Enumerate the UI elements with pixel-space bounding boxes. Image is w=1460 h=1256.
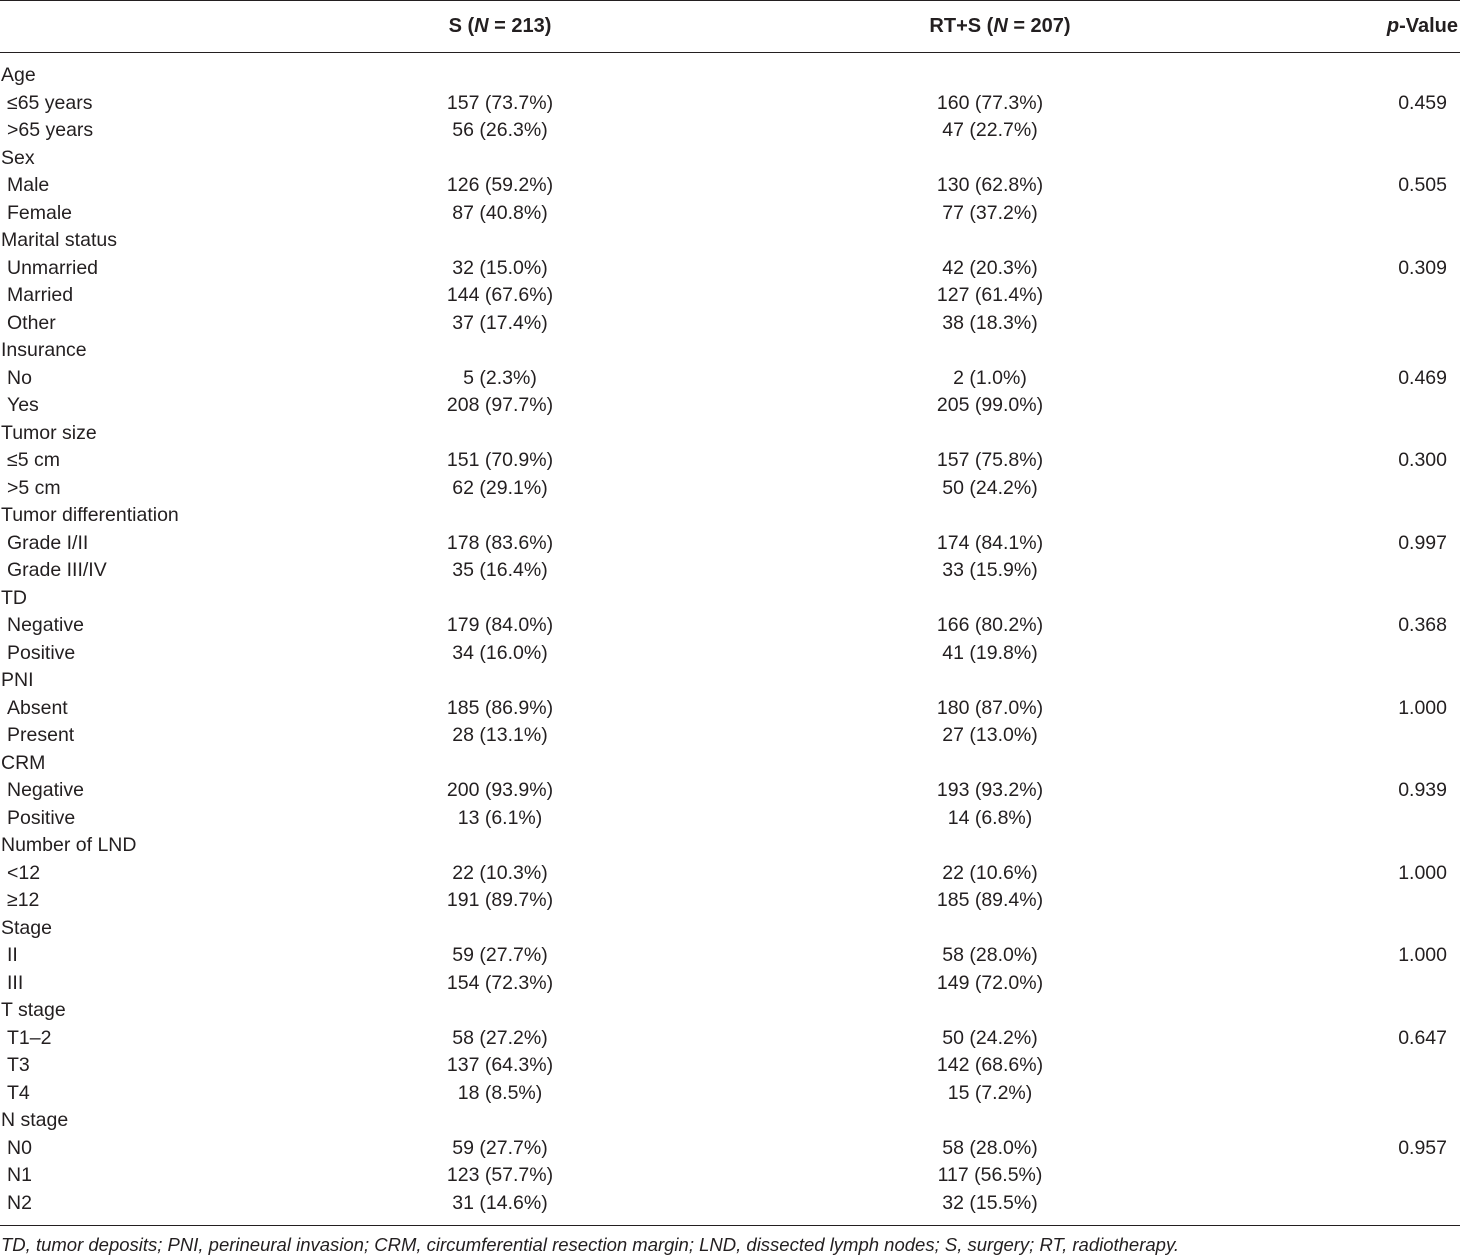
row-label: PNI (1, 669, 34, 691)
cell-radiotherapy-surgery: 130 (62.8%) (936, 174, 1044, 196)
row-label: Other (7, 311, 56, 334)
cell-surgery: 56 (26.3%) (452, 119, 548, 141)
row-label: ≤65 years (7, 91, 93, 114)
cell-surgery: 151 (70.9%) (446, 449, 554, 471)
table-row (0, 447, 1460, 475)
table-group-row (0, 145, 1460, 173)
row-label: T1–2 (7, 1026, 52, 1049)
row-label: III (7, 971, 24, 994)
row-label: Present (7, 724, 75, 746)
table-group-row (0, 62, 1460, 90)
table-group-row (0, 1107, 1460, 1135)
cell-surgery: 58 (27.2%) (452, 1026, 548, 1049)
table-group-row (0, 502, 1460, 530)
cell-surgery: 59 (27.7%) (452, 1136, 548, 1159)
table-group-row (0, 227, 1460, 255)
cell-surgery: 200 (93.9%) (446, 779, 554, 801)
table-group-row (0, 915, 1460, 943)
cell-p-value: 0.459 (1398, 91, 1447, 114)
row-label: Absent (7, 696, 68, 719)
row-label: Positive (7, 806, 76, 829)
row-label: N stage (1, 1109, 69, 1131)
header-surgery-group: S (N = 213) (448, 15, 552, 37)
row-label: No (7, 366, 32, 389)
table-row (0, 612, 1460, 640)
row-label: T3 (7, 1054, 30, 1076)
table-row (0, 722, 1460, 750)
row-label: Grade I/II (7, 531, 89, 554)
cell-radiotherapy-surgery: 15 (7.2%) (947, 1081, 1033, 1104)
cell-surgery: 154 (72.3%) (446, 971, 554, 994)
row-label: Stage (1, 916, 52, 939)
header-p-value: p-Value (1386, 15, 1458, 37)
table-row (0, 640, 1460, 668)
cell-surgery: 208 (97.7%) (446, 394, 554, 416)
cell-radiotherapy-surgery: 22 (10.6%) (942, 861, 1038, 884)
cell-radiotherapy-surgery: 38 (18.3%) (942, 311, 1038, 334)
cell-radiotherapy-surgery: 42 (20.3%) (942, 256, 1038, 279)
cell-surgery: 157 (73.7%) (446, 91, 554, 114)
cell-radiotherapy-surgery: 157 (75.8%) (936, 449, 1044, 471)
cell-radiotherapy-surgery: 205 (99.0%) (936, 394, 1044, 416)
cell-surgery: 123 (57.7%) (446, 1164, 554, 1186)
cell-radiotherapy-surgery: 166 (80.2%) (936, 614, 1044, 636)
row-label: Married (7, 284, 74, 306)
table-group-row (0, 997, 1460, 1025)
cell-p-value: 0.368 (1398, 614, 1447, 636)
cell-surgery: 35 (16.4%) (452, 559, 548, 581)
row-label: Tumor size (1, 421, 97, 444)
row-label: Grade III/IV (7, 559, 107, 581)
cell-p-value: 1.000 (1398, 944, 1447, 966)
row-label: Female (7, 201, 73, 224)
row-label: N2 (7, 1191, 32, 1214)
cell-radiotherapy-surgery: 32 (15.5%) (942, 1191, 1038, 1214)
cell-surgery: 144 (67.6%) (446, 284, 554, 306)
cell-radiotherapy-surgery: 47 (22.7%) (942, 119, 1038, 141)
cell-surgery: 179 (84.0%) (446, 614, 554, 636)
table-row (0, 970, 1460, 998)
table-row (0, 777, 1460, 805)
cell-surgery: 22 (10.3%) (452, 861, 548, 884)
cell-surgery: 137 (64.3%) (446, 1054, 554, 1076)
row-label: Insurance (1, 339, 87, 361)
row-label: Yes (7, 394, 39, 416)
cell-radiotherapy-surgery: 193 (93.2%) (936, 779, 1044, 801)
cell-surgery: 178 (83.6%) (446, 531, 554, 554)
row-label: Tumor differentiation (1, 504, 179, 526)
cell-radiotherapy-surgery: 174 (84.1%) (936, 531, 1044, 554)
cell-radiotherapy-surgery: 149 (72.0%) (936, 971, 1044, 994)
cell-radiotherapy-surgery: 27 (13.0%) (942, 724, 1038, 746)
row-label: Sex (1, 146, 35, 169)
table-header-row (0, 0, 1460, 52)
header-radiotherapy-surgery-group: RT+S (N = 207) (929, 15, 1071, 37)
cell-radiotherapy-surgery: 185 (89.4%) (936, 889, 1044, 911)
cell-p-value: 1.000 (1398, 696, 1447, 719)
row-label: Positive (7, 641, 76, 664)
cell-radiotherapy-surgery: 50 (24.2%) (942, 476, 1038, 499)
table-group-row (0, 585, 1460, 613)
cell-p-value: 0.939 (1398, 779, 1447, 801)
row-label: II (7, 944, 18, 966)
cell-surgery: 18 (8.5%) (457, 1081, 543, 1104)
cell-surgery: 37 (17.4%) (452, 311, 548, 334)
table-row (0, 365, 1460, 393)
row-label: TD (1, 586, 27, 609)
table-row (0, 1025, 1460, 1053)
row-label: N0 (7, 1136, 32, 1159)
cell-p-value: 0.997 (1398, 531, 1447, 554)
table-bottom-rule (0, 1225, 1460, 1226)
table-group-row (0, 832, 1460, 860)
cell-radiotherapy-surgery: 117 (56.5%) (937, 1164, 1043, 1186)
cell-surgery: 34 (16.0%) (452, 641, 548, 664)
cell-surgery: 59 (27.7%) (452, 944, 548, 966)
table-row (0, 1190, 1460, 1218)
table-row (0, 90, 1460, 118)
cell-surgery: 62 (29.1%) (452, 476, 548, 499)
row-label: Negative (7, 779, 84, 801)
cell-radiotherapy-surgery: 127 (61.4%) (936, 284, 1044, 306)
cell-p-value: 0.469 (1398, 366, 1447, 389)
cell-radiotherapy-surgery: 58 (28.0%) (942, 1136, 1038, 1159)
table-row (0, 310, 1460, 338)
row-label: Marital status (1, 229, 117, 251)
cell-radiotherapy-surgery: 160 (77.3%) (936, 91, 1044, 114)
row-label: CRM (1, 751, 46, 774)
table-row (0, 695, 1460, 723)
table-group-row (0, 667, 1460, 695)
row-label: ≥12 (7, 889, 40, 911)
table-row (0, 117, 1460, 145)
row-label: Unmarried (7, 256, 99, 279)
table-row (0, 255, 1460, 283)
cell-surgery: 191 (89.7%) (446, 889, 554, 911)
cell-p-value: 0.647 (1398, 1026, 1447, 1049)
row-label: T stage (1, 999, 66, 1021)
row-label: Number of LND (1, 834, 137, 856)
table-row (0, 172, 1460, 200)
table-row (0, 392, 1460, 420)
cell-p-value: 1.000 (1398, 861, 1447, 884)
table-row (0, 475, 1460, 503)
row-label: >5 cm (7, 476, 61, 499)
cell-radiotherapy-surgery: 58 (28.0%) (942, 944, 1038, 966)
table-row (0, 1080, 1460, 1108)
table-row (0, 1052, 1460, 1080)
cell-radiotherapy-surgery: 77 (37.2%) (942, 201, 1038, 224)
table-body (0, 62, 1460, 1217)
row-label: Age (1, 64, 36, 86)
cell-surgery: 87 (40.8%) (452, 201, 548, 224)
row-label: >65 years (7, 119, 94, 141)
row-label: Negative (7, 614, 84, 636)
table-row (0, 200, 1460, 228)
cell-surgery: 32 (15.0%) (452, 256, 548, 279)
table-row (0, 282, 1460, 310)
table-row (0, 557, 1460, 585)
cell-radiotherapy-surgery: 142 (68.6%) (936, 1054, 1044, 1076)
cell-surgery: 5 (2.3%) (463, 366, 537, 389)
cell-radiotherapy-surgery: 33 (15.9%) (942, 559, 1038, 581)
cell-surgery: 28 (13.1%) (452, 724, 548, 746)
table-group-row (0, 337, 1460, 365)
cell-p-value: 0.309 (1398, 256, 1447, 279)
cell-radiotherapy-surgery: 2 (1.0%) (953, 366, 1027, 389)
table-group-row (0, 750, 1460, 778)
cell-p-value: 0.300 (1398, 449, 1447, 471)
table-footnote: TD, tumor deposits; PNI, perineural invasion; CRM, circumferential resection margin; LND, dissected lymph nodes; S, surgery; RT, radiotherapy. (1, 1234, 1179, 1255)
cell-p-value: 0.957 (1398, 1136, 1447, 1159)
cell-surgery: 13 (6.1%) (457, 806, 543, 829)
table-row (0, 1135, 1460, 1163)
cell-radiotherapy-surgery: 50 (24.2%) (942, 1026, 1038, 1049)
row-label: ≤5 cm (7, 449, 60, 471)
table-row (0, 530, 1460, 558)
row-label: Male (7, 174, 50, 196)
table-row (0, 942, 1460, 970)
row-label: T4 (7, 1081, 30, 1104)
cell-surgery: 126 (59.2%) (446, 174, 554, 196)
row-label: <12 (7, 861, 41, 884)
cell-surgery: 31 (14.6%) (452, 1191, 548, 1214)
table-row (0, 860, 1460, 888)
cell-radiotherapy-surgery: 41 (19.8%) (942, 641, 1038, 664)
cell-radiotherapy-surgery: 14 (6.8%) (947, 806, 1033, 829)
cell-radiotherapy-surgery: 180 (87.0%) (936, 696, 1044, 719)
table-row (0, 805, 1460, 833)
table-row (0, 1162, 1460, 1190)
cell-p-value: 0.505 (1398, 174, 1447, 196)
header-bottom-rule (0, 52, 1460, 53)
row-label: N1 (7, 1164, 32, 1186)
table-row (0, 887, 1460, 915)
cell-surgery: 185 (86.9%) (446, 696, 554, 719)
table-group-row (0, 420, 1460, 448)
